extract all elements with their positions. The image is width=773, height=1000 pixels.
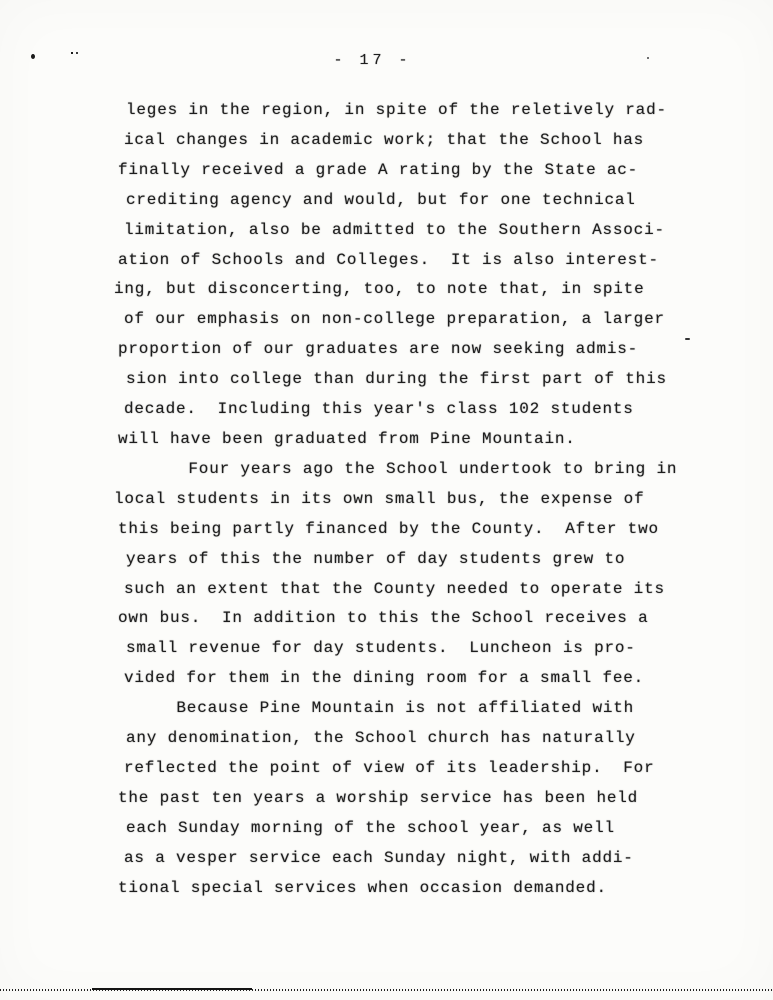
text-line: proportion of our graduates are now seeking admis-: [118, 340, 639, 359]
text-line: decade. Including this year's class 102 students: [124, 400, 634, 419]
text-line: this being partly financed by the County. After two: [118, 519, 659, 538]
body-text: [114, 96, 724, 903]
scan-edge-line: [0, 988, 773, 991]
text-line: will have been graduated from Pine Mountain.: [118, 429, 576, 448]
text-line: ing, but disconcerting, too, to note that, in spite: [114, 280, 645, 299]
text-line: of our emphasis on non-college preparation, a larger: [124, 310, 665, 329]
text-line: own bus. In addition to this the School receives a: [118, 609, 649, 628]
text-line: ical changes in academic work; that the School has: [124, 130, 645, 149]
text-line: each Sunday morning of the school year, as well: [126, 818, 615, 837]
text-line: the past ten years a worship service has been held: [118, 788, 639, 807]
text-line: crediting agency and would, but for one technical: [126, 190, 636, 209]
text-line: such an extent that the County needed to operate its: [124, 579, 665, 598]
text-line: reflected the point of view of its leadership. For: [124, 758, 655, 777]
scan-edge-line-solid: [92, 988, 252, 990]
text-line: local students in its own small bus, the expense of: [114, 489, 645, 508]
text-line: tional special services when occasion demanded.: [118, 878, 607, 897]
text-line: ation of Schools and Colleges. It is also interest-: [118, 250, 659, 269]
text-line: finally received a grade A rating by the State ac-: [118, 160, 639, 179]
text-line: leges in the region, in spite of the reletively rad-: [126, 101, 667, 119]
text-line: Because Pine Mountain is not affiliated with: [114, 699, 635, 718]
text-line: any denomination, the School church has naturally: [126, 729, 636, 748]
text-line: years of this the number of day students grew to: [126, 549, 626, 568]
text-line: Four years ago the School undertook to bring in: [126, 459, 678, 478]
text-line: as a vesper service each Sunday night, with addi-: [124, 848, 634, 867]
text-line: limitation, also be admitted to the Southern Associ-: [124, 220, 665, 239]
text-line: vided for them in the dining room for a small fee.: [124, 669, 645, 688]
text-line: sion into college than during the first part of this: [126, 370, 667, 389]
page-number: - 17 -: [333, 52, 412, 69]
text-line: small revenue for day students. Luncheon is pro-: [126, 639, 636, 658]
